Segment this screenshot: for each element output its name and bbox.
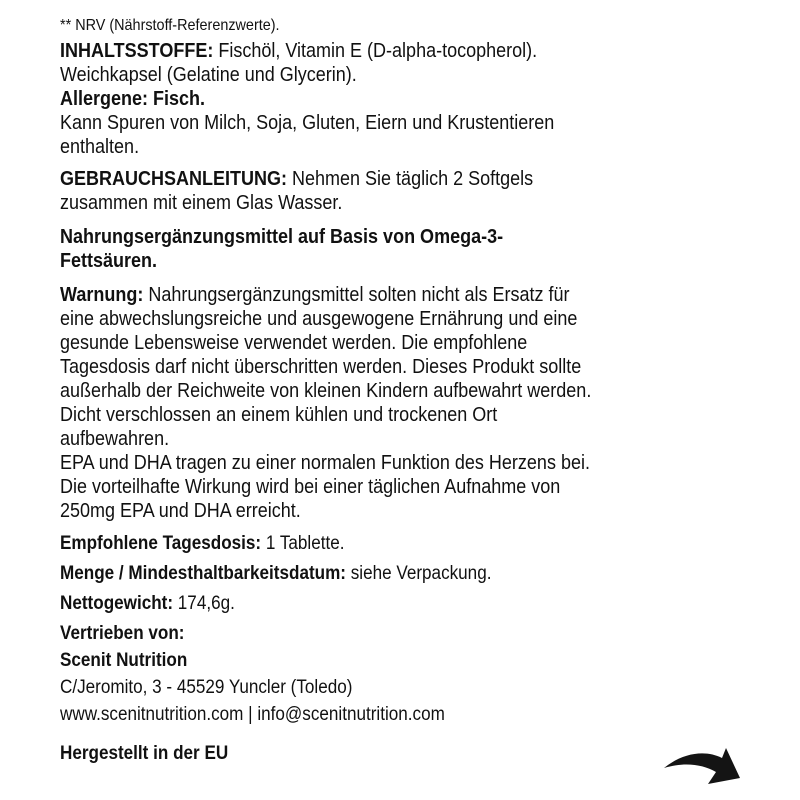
net-weight-line: [60, 591, 600, 616]
distributor-address: C/Jeromito, 3 - 45529 Yuncler (Toledo): [60, 677, 353, 698]
dose-label: Empfohlene Tagesdosis:: [60, 533, 262, 554]
quantity-value: siehe Verpackung.: [346, 563, 492, 584]
usage-text: Nehmen Sie täglich 2 Softgels zusammen mit einem Glas Wasser.: [60, 168, 534, 214]
distributor-contact: www.scenitnutrition.com | info@scenitnutrition.com: [60, 704, 445, 725]
ingredients-label: INHALTSSTOFFE:: [60, 40, 214, 62]
net-weight-value: 174,6g.: [173, 593, 235, 614]
distributor-company: Scenit Nutrition: [60, 650, 188, 671]
net-weight-label: Nettogewicht:: [60, 593, 174, 614]
label-text-block: [60, 16, 600, 766]
curved-arrow-right-icon[interactable]: [662, 744, 742, 792]
dose-value: 1 Tablette.: [261, 533, 345, 554]
dose-line: [60, 531, 600, 556]
nrv-note: ** NRV (Nährstoff-Referenzwerte).: [60, 17, 280, 34]
supplement-statement: Nahrungsergänzungsmittel auf Basis von Omega-3-Fettsäuren.: [60, 226, 504, 272]
ingredients-paragraph: [60, 39, 600, 87]
quantity-line: [60, 561, 600, 586]
health-claim: EPA und DHA tragen zu einer normalen Funktion des Herzens bei. Die vorteilhafte Wirkung wird bei einer täglichen Aufnahme von 250mg EPA und DHA erreicht.: [60, 452, 590, 522]
ingredients-text: Fischöl, Vitamin E (D-alpha-tocopherol). Weichkapsel (Gelatine und Glycerin).: [60, 40, 538, 86]
allergens-text: Kann Spuren von Milch, Soja, Gluten, Eiern und Krustentieren enthalten.: [60, 112, 555, 158]
usage-paragraph: [60, 167, 600, 215]
warning-label: Warnung:: [60, 284, 144, 306]
distributor-heading: Vertrieben von:: [60, 623, 185, 644]
warning-text: Nahrungsergänzungsmittel solten nicht als Ersatz für eine abwechslungsreiche und ausgewogene Ernährung und eine gesunde Lebensweise verwendet werden. Die empfohlene Tagesdosis darf nicht überschritten werden. Dieses Produkt sollte außerhalb der Reichweite von kleinen Kindern aufbewahrt werden. Dicht verschlossen an einem kühlen und trockenen Ort aufbewahren.: [60, 284, 592, 450]
warning-paragraph: [60, 283, 600, 451]
origin-note: Hergestellt in der EU: [60, 743, 229, 764]
quantity-label: Menge / Mindesthaltbarkeitsdatum:: [60, 563, 347, 584]
usage-label: GEBRAUCHSANLEITUNG:: [60, 168, 287, 190]
allergens-heading: Allergene: Fisch.: [60, 88, 206, 110]
